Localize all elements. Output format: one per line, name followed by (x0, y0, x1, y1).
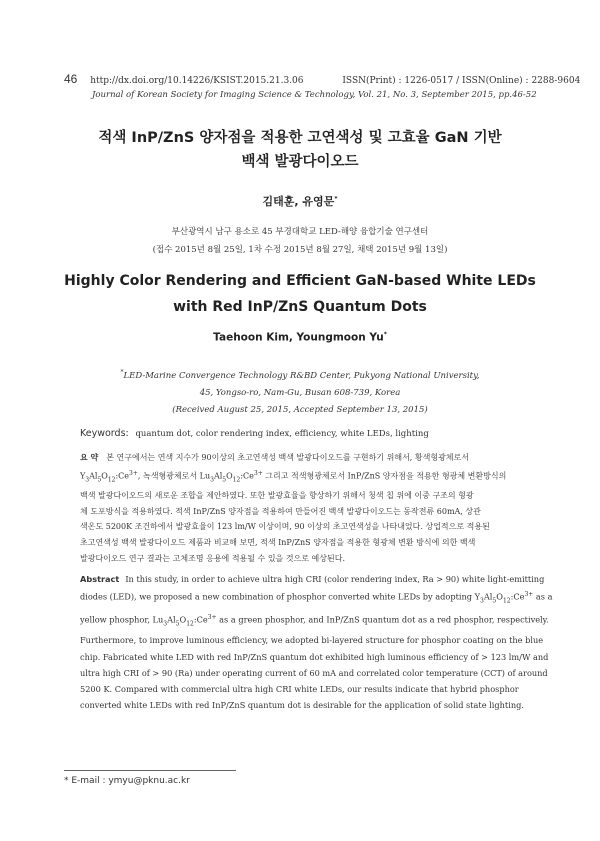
english-affiliation-line-1: *LED-Marine Convergence Technology R&BD Center, Pukyong National University, (120, 369, 480, 381)
english-title-line-1: Highly Color Rendering and Efficient GaN-based White LEDs (64, 273, 536, 289)
running-header (64, 72, 580, 86)
footnote-email: * E-mail : ymyu@pknu.ac.kr (64, 776, 190, 786)
keywords-text: quantum dot, color rendering index, efficiency, white LEDs, lighting (135, 429, 429, 439)
korean-abstract-label: 요 약 (80, 453, 99, 462)
doi-link[interactable]: http://dx.doi.org/10.14226/KSIST.2015.21.3.06 (90, 76, 304, 86)
korean-author-names: 김태훈, 유영문 (262, 195, 335, 208)
english-title (40, 268, 560, 320)
english-abstract-label: Abstract (80, 574, 120, 584)
english-author-names: Taehoon Kim, Youngmoon Yu (213, 331, 384, 344)
korean-abstract-line: 체 도포방식을 적용하였다. 적색 InP/ZnS 양자점을 적용하여 만들어진 백색 발광다이오드는 동작전류 60mA, 상관 (80, 506, 481, 516)
page-number: 46 (64, 72, 78, 86)
english-affiliation-line-2: 45, Yongso-ro, Nam-Gu, Busan 608-739, Korea (199, 387, 401, 398)
english-author-mark: * (383, 331, 387, 338)
issn: ISSN(Print) : 1226-0517 / ISSN(Online) : 2288-9604 (342, 76, 581, 86)
korean-authors (0, 193, 600, 209)
korean-received-dates: (접수 2015년 8월 25일, 1차 수정 2015년 8월 27일, 채택 2015년 9월 13일) (152, 245, 448, 255)
english-affiliation (0, 364, 600, 419)
korean-title-line-1: 적색 InP/ZnS 양자점을 적용한 고연색성 및 고효율 GaN 기반 (98, 130, 502, 146)
korean-title (60, 126, 540, 174)
korean-abstract-line: $Y_3Al_5O_{12}:Ce^{3+}$, 녹색형광체로서 $Lu_3Al_5O_{12}:Ce^{3+}$ 그리고 적색형광체로서 InP/ZnS 양자점을 적용한 형광체 변환방식의 (80, 469, 507, 484)
korean-abstract-line: 요 약 본 연구에서는 연색 지수가 90이상의 초고연색성 백색 발광다이오드를 구현하기 위해서, 황색형광체로서 (80, 453, 469, 462)
korean-abstract-line: 초고연색성 백색 발광다이오드 제품과 비교해 보면, 적색 InP/ZnS 양자점을 적용한 형광체 변환 방식에 의한 백색 (80, 538, 476, 548)
english-abstract-line: Abstract In this study, in order to achieve ultra high CRI (color rendering index, Ra > 90) white light-emitting (80, 574, 545, 584)
korean-abstract-line: 발광다이오드 연구 결과는 고체조명 응용에 적용될 수 있을 것으로 예상된다. (80, 554, 345, 564)
english-abstract-line: diodes (LED), we proposed a new combination of phosphor converted white LEDs by adopting $Y_3Al_5O_{12}:Ce^{3+}$ as a (80, 591, 553, 605)
korean-affiliation (0, 223, 600, 259)
korean-abstract-line: 백색 발광다이오드의 새로운 조합을 제안하였다. 또한 발광효율을 향상하기 위해서 청색 칩 위에 이중 구조의 형광 (80, 490, 474, 500)
korean-affiliation-address: 부산광역시 남구 용소로 45 부경대학교 LED-해양 융합기술 연구센터 (171, 227, 429, 237)
english-abstract-line: yellow phosphor, $Lu_3Al_5O_{12}:Ce^{3+}$ as a green phosphor, and InP/ZnS quantum dot as a red phosphor, respectively. (80, 613, 549, 628)
english-title-line-2: with Red InP/ZnS Quantum Dots (173, 299, 427, 315)
keywords-label: Keywords: (80, 428, 129, 439)
keywords (80, 428, 540, 439)
english-abstract-line: ultra high CRI of > 90 (Ra) under operating current of 60 mA and correlated color temperature (CCT) of around (80, 667, 548, 678)
english-authors (0, 331, 600, 344)
korean-abstract-line: 색온도 5200K 조건하에서 발광효율이 123 lm/W 이상이며, 90 이상의 초고연색성을 나타내었다. 상업적으로 적용된 (80, 522, 490, 532)
korean-abstract (80, 450, 528, 567)
english-abstract-line: chip. Fabricated white LED with red InP/ZnS quantum dot exhibited high luminous efficiency of > 123 lm/W and (80, 651, 549, 662)
english-abstract (80, 571, 553, 713)
english-abstract-line: 5200 K. Compared with commercial ultra high CRI white LEDs, our results indicate that hybrid phosphor (80, 683, 519, 694)
english-received-dates: (Received August 25, 2015, Accepted September 13, 2015) (172, 404, 428, 415)
english-abstract-line: converted white LEDs with red InP/ZnS quantum dot is desirable for the application of solid state lighting. (80, 700, 524, 711)
korean-title-line-2: 백색 발광다이오드 (241, 154, 359, 170)
footnote-divider (64, 770, 236, 771)
english-abstract-line: Furthermore, to improve luminous efficiency, we adopted bi-layered structure for phosphor coating on the blue (80, 635, 544, 646)
english-affiliation-mark: * (120, 369, 124, 376)
korean-author-mark: * (334, 195, 338, 203)
journal-citation: Journal of Korean Society for Imaging Science & Technology, Vol. 21, No. 3, September 2015, pp.46-52 (92, 90, 537, 100)
